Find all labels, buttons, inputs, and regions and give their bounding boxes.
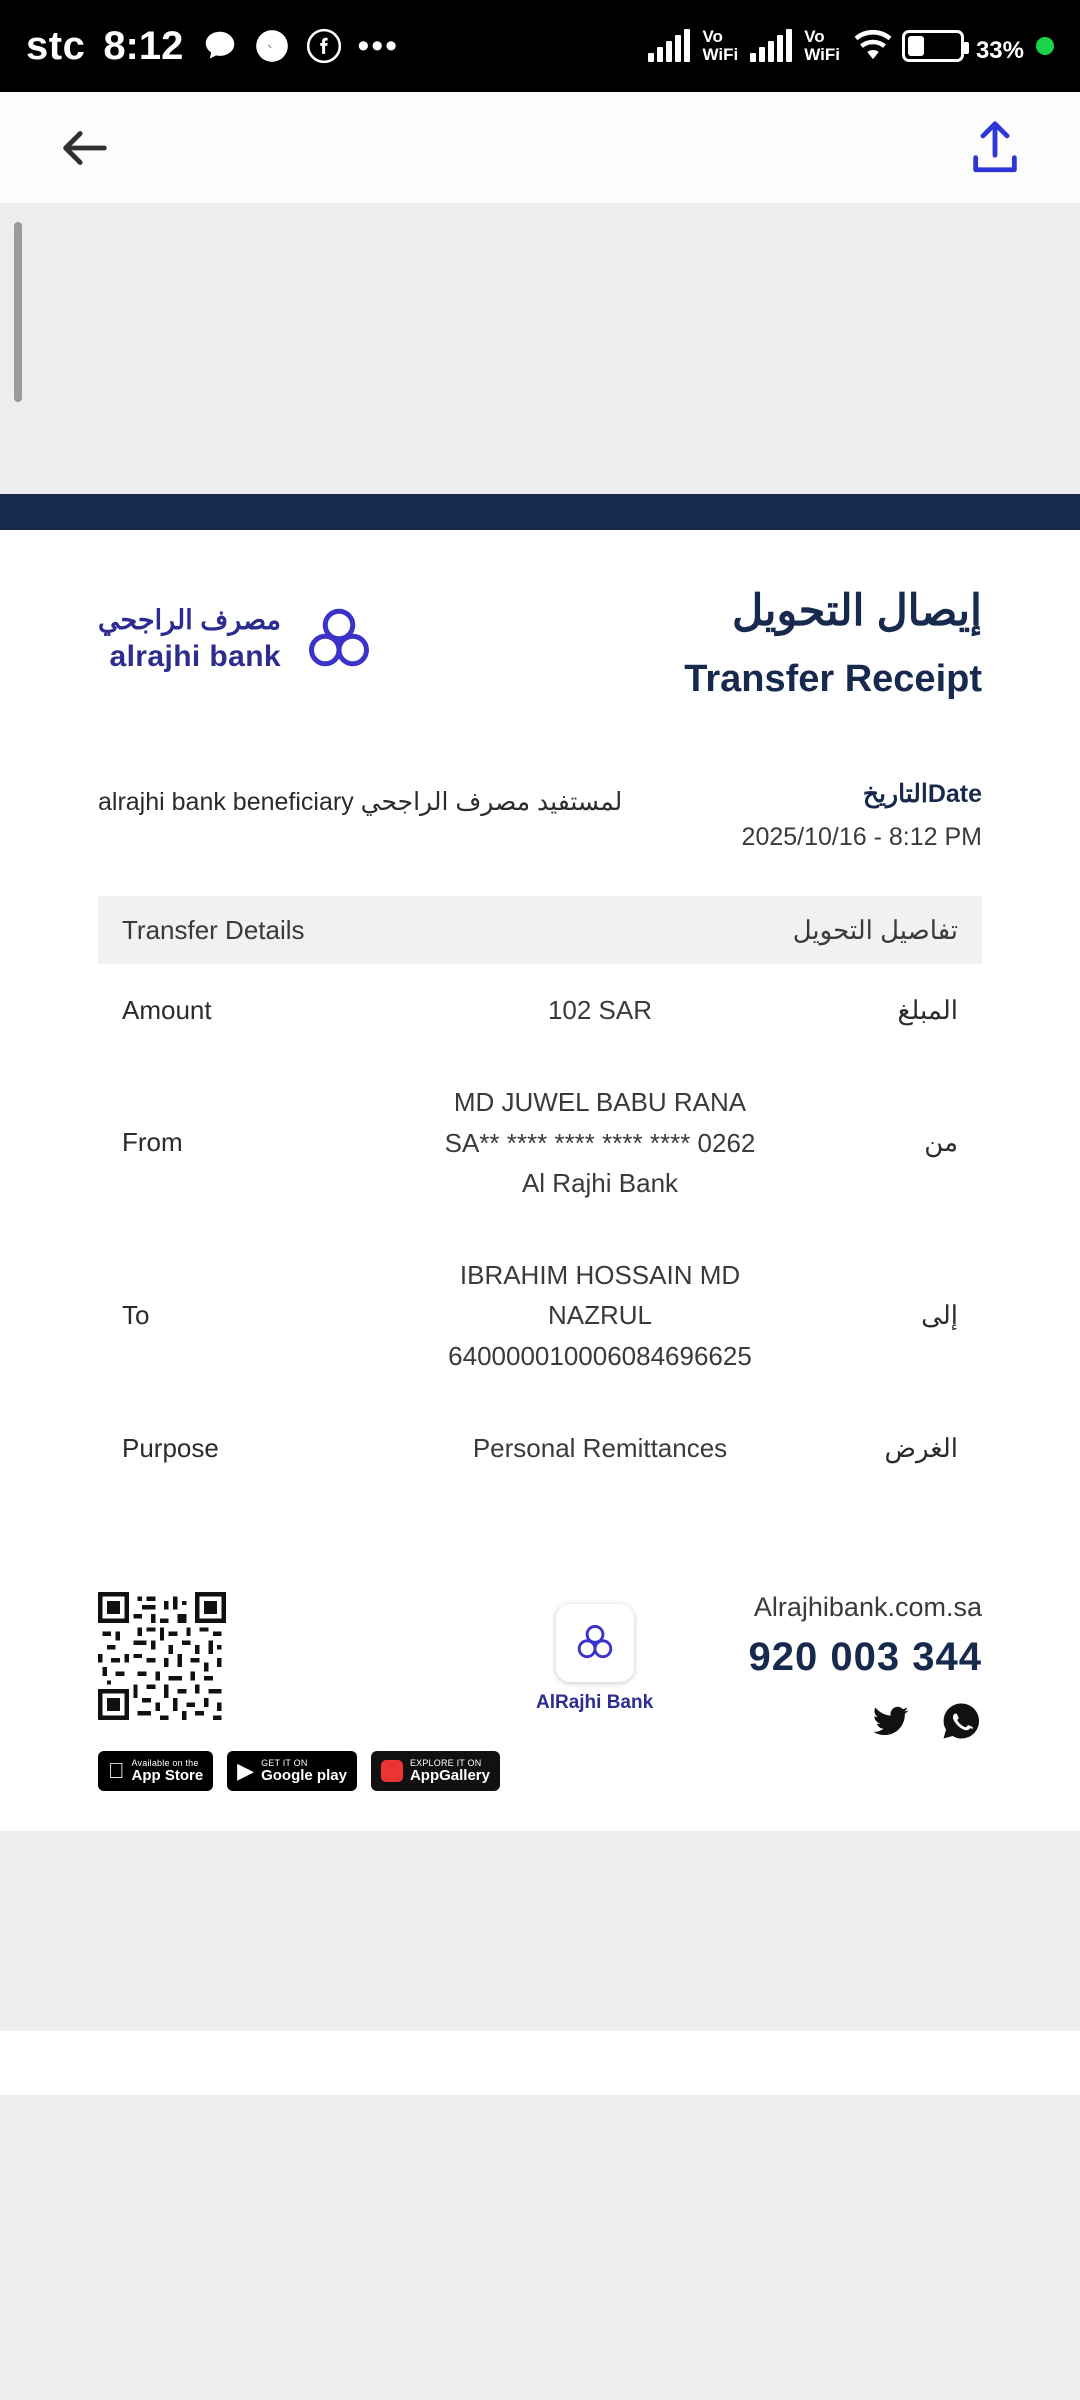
brand-name-english: alrajhi bank [109, 640, 282, 674]
row-value [412, 1428, 788, 1468]
row-value-line1: IBRAHIM HOSSAIN MD NAZRUL [459, 1260, 741, 1331]
row-value-line3: Al Rajhi Bank [521, 1167, 679, 1198]
footer-contact [749, 1592, 982, 1742]
share-upload-icon[interactable] [966, 116, 1024, 180]
beneficiary-label-english: alrajhi bank beneficiary [98, 788, 354, 816]
receipt-scroll-area[interactable] [0, 204, 1080, 2400]
alrajhi-app-caption: AlRajhi Bank [519, 1692, 637, 1714]
app-gallery-badge-top: EXPLORE IT ON [393, 1758, 465, 1769]
alrajhi-logo-icon [299, 600, 379, 680]
date-label [742, 779, 982, 809]
recording-indicator-icon [1036, 37, 1054, 55]
app-store-badge-top: Available on the [115, 1758, 183, 1769]
app-bar [0, 92, 1080, 204]
volte-sim1-label: Vo WiFi [702, 27, 739, 64]
scrollbar-thumb[interactable] [14, 222, 22, 402]
clock-label: 8:12 [103, 23, 184, 68]
status-bar-left [26, 24, 399, 69]
chat-bubble-icon [201, 27, 239, 65]
app-store-badge[interactable] [98, 1751, 213, 1791]
wifi-icon [852, 27, 890, 65]
signal-bars-sim2-icon [750, 30, 792, 62]
google-play-badge[interactable] [220, 1751, 357, 1791]
receipt-titles [684, 586, 982, 701]
apple-icon [108, 1760, 125, 1782]
beneficiary-label-arabic: لمستفيد مصرف الراجحي [360, 788, 623, 816]
table-row [98, 1056, 982, 1229]
receipt-top-band [0, 494, 1080, 530]
messenger-icon [253, 27, 291, 65]
receipt-header [0, 530, 1080, 701]
status-bar [0, 0, 1080, 92]
footer-left [98, 1592, 653, 1791]
row-label-arabic: الغرض [884, 1432, 958, 1463]
row-value [412, 1255, 788, 1376]
battery-percent-value: 33 [975, 36, 1003, 64]
qr-code-icon [98, 1707, 226, 1724]
row-label-english: To [122, 1300, 150, 1331]
transfer-receipt-card [0, 530, 1080, 1831]
percent-symbol: % [1002, 36, 1024, 64]
battery-percent-label [976, 25, 1024, 68]
row-label-english: Amount [122, 994, 212, 1025]
play-triangle-icon: ▶ [220, 1758, 238, 1784]
receipt-title-arabic: إيصال التحويل [731, 587, 982, 635]
row-label-english: Purpose [122, 1432, 219, 1463]
row-value [412, 990, 788, 1030]
row-value-line1: MD JUWEL BABU RANA [453, 1087, 747, 1118]
row-value-line2: 640000010006084696625 [448, 1340, 752, 1371]
transfer-details-rows [98, 964, 982, 1494]
more-notifications-icon: ••• [357, 27, 400, 65]
whatsapp-icon[interactable] [940, 1700, 982, 1742]
facebook-icon [305, 27, 343, 65]
brand-text [98, 604, 281, 675]
battery-icon [902, 30, 964, 62]
back-arrow-icon[interactable] [56, 119, 114, 177]
beneficiary-and-date-row [0, 701, 1080, 852]
transfer-details-header [98, 896, 982, 964]
row-label-arabic: المبلغ [897, 994, 958, 1025]
app-gallery-badge[interactable] [371, 1751, 500, 1791]
alrajhi-app-icon [556, 1604, 634, 1682]
alrajhi-brand [98, 586, 379, 680]
receipt-footer [0, 1494, 1080, 1791]
table-row [98, 964, 982, 1056]
transfer-details-header-arabic: تفاصيل التحويل [792, 914, 958, 945]
scroll-bottom-spacer [0, 1831, 1080, 2031]
website-label[interactable]: Alrajhibank.com.sa [753, 1592, 982, 1623]
bottom-white-strip [0, 2031, 1080, 2095]
status-bar-right [648, 25, 1054, 68]
alrajhi-app-block [519, 1592, 653, 1714]
brand-name-arabic: مصرف الراجحي [98, 605, 282, 636]
table-row [98, 1402, 982, 1494]
date-value: 2025/10/16 - 8:12 PM [741, 823, 982, 851]
app-gallery-badge-name: AppGallery [393, 1767, 474, 1785]
date-label-arabic: التاريخ [862, 780, 928, 808]
twitter-bird-icon[interactable] [870, 1700, 912, 1742]
row-value [412, 1082, 788, 1203]
google-play-badge-name: Google play [244, 1767, 331, 1785]
table-row [98, 1229, 982, 1402]
row-label-arabic: إلى [921, 1300, 958, 1331]
date-block [742, 779, 982, 852]
huawei-icon [381, 1760, 403, 1782]
receipt-title-english: Transfer Receipt [684, 658, 982, 700]
date-label-english: Date [927, 780, 982, 808]
social-icons [749, 1700, 982, 1742]
phone-number-label: 920 003 344 [748, 1635, 982, 1680]
row-value-line1: Personal Remittances [472, 1433, 728, 1464]
app-store-badge-name: App Store [115, 1767, 187, 1785]
transfer-details-header-english: Transfer Details [122, 914, 305, 945]
row-value-line2: SA** **** **** **** **** 0262 [444, 1127, 756, 1158]
row-label-english: From [122, 1127, 183, 1158]
carrier-label: stc [26, 23, 86, 68]
google-play-badge-top: GET IT ON [244, 1758, 292, 1769]
volte-sim2-label: Vo WiFi [804, 27, 840, 64]
qr-block [98, 1592, 500, 1791]
app-store-badges [98, 1751, 500, 1791]
row-value-line1: 102 SAR [547, 995, 653, 1025]
notification-icons [201, 27, 399, 65]
beneficiary-label [98, 779, 622, 817]
scroll-top-spacer [0, 204, 1080, 494]
signal-bars-sim1-icon [648, 30, 690, 62]
row-label-arabic: من [924, 1127, 958, 1158]
